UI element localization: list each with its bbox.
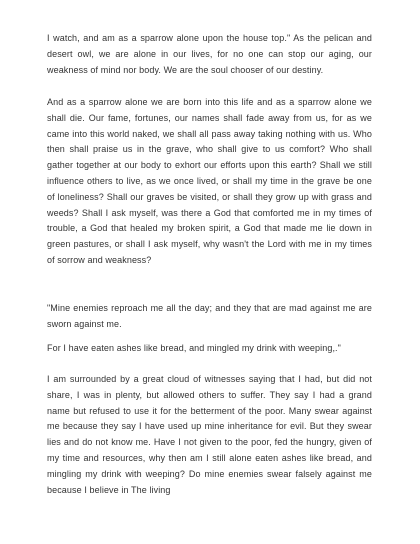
paragraph-text: I am surrounded by a great cloud of witnesses saying that I had, but did not share, I was in plenty, but allowed others to suffer. They say I had a grand name but refused to use it for the betterment of the poor. Many swear against me because they say I have used up mine inheritance for evil. But they swear lies and do not know me. Have I not given to the poor, fed the hungry, given of my time and resources, why then am I still alone eaten ashes like bread, and mingling my drink with weeping? Do mine enemies swear falsely against me because I believe in The living (47, 374, 372, 495)
paragraph-sparrow-housetop (47, 31, 372, 78)
paragraph-text: And as a sparrow alone we are born into this life and as a sparrow alone we shall die. Our fame, fortunes, our names shall fade away from us, for as we came into this world naked, we shall all pass away taking nothing with us. Who then shall praise us in the grave, who shall give to us comfort? Who shall gather together at our body to exhort our efforts upon this earth? Shall we still influence others to live, as we once lived, or shall my time in the grave be one of loneliness? Shall our graves be visited, or shall they grow up with grass and weeds? Shall I ask myself, was there a God that comforted me in my times of trouble, a God that healed my broken spirit, a God that made me lie down in green pastures, or shall I ask myself, why wasn't the Lord with me in my times of sorrow and weakness? (47, 97, 372, 265)
quote-text: For I have eaten ashes like bread, and mingled my drink with weeping,." (47, 343, 341, 353)
quote-eaten-ashes (47, 341, 372, 357)
paragraph-born-alone (47, 95, 372, 269)
quote-text: "Mine enemies reproach me all the day; and they that are mad against me are sworn against me. (47, 303, 372, 329)
quote-enemies-reproach (47, 301, 372, 333)
paragraph-cloud-of-witnesses (47, 372, 372, 498)
paragraph-text: I watch, and am as a sparrow alone upon the house top." As the pelican and desert owl, we are alone in our lives, for no one can stop our aging, our weakness of mind nor body. We are the soul chooser of our destiny. (47, 33, 372, 75)
